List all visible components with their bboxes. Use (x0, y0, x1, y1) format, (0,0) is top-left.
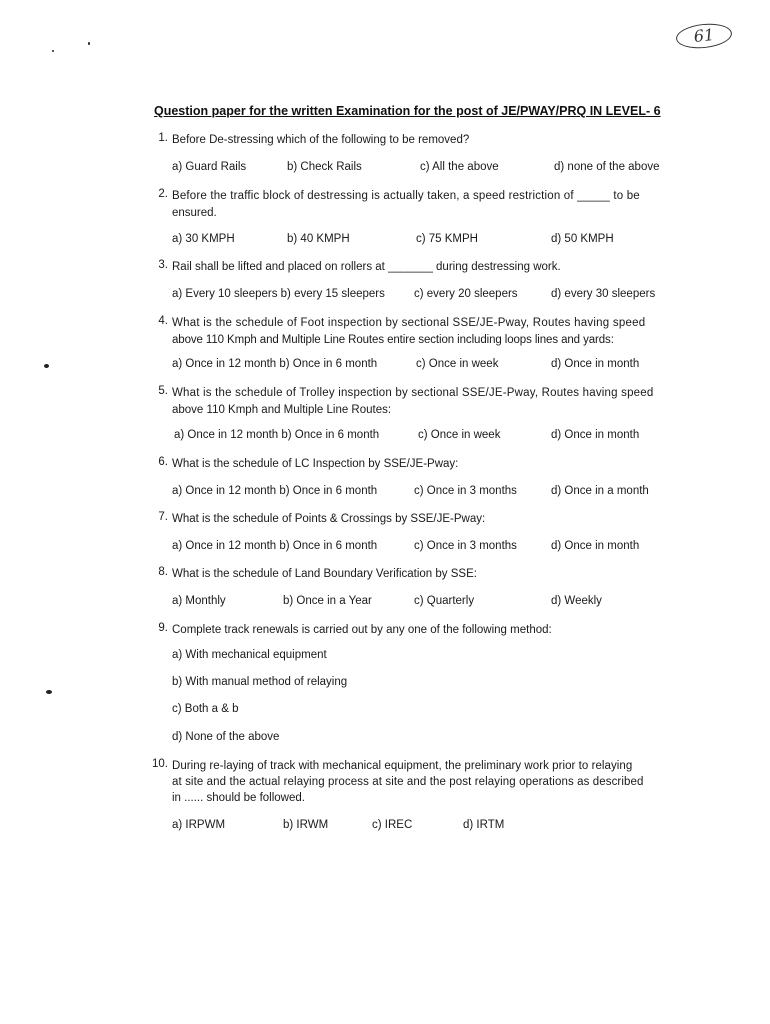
option-a-b: a) Once in 12 month b) Once in 6 month (172, 540, 378, 552)
option-a: a) Guard Rails (172, 161, 247, 173)
option-a: a) 30 KMPH (172, 233, 235, 245)
option-d: d) Once in a month (551, 485, 649, 497)
scan-speck (46, 690, 52, 694)
question-text: What is the schedule of Trolley inspection by sectional SSE/JE-Pway, Routes having speed (172, 387, 654, 399)
option-b: b) Once in a Year (283, 595, 372, 607)
scan-speck (88, 42, 90, 45)
question-number: 8. (158, 566, 168, 578)
option-d: d) Once in month (551, 540, 640, 552)
question-number: 7. (158, 511, 168, 523)
question-text: Rail shall be lifted and placed on rollers at _______ during destressing work. (172, 261, 561, 273)
option-b: b) Check Rails (287, 161, 362, 173)
question-number: 5. (158, 385, 168, 397)
option-d: d) 50 KMPH (551, 233, 614, 245)
page-number: 61 (675, 21, 733, 51)
option-d: d) IRTM (463, 819, 505, 831)
question-number: 4. (158, 315, 168, 327)
question-number: 10. (152, 758, 168, 770)
option-c: c) IREC (372, 819, 413, 831)
option-c: c) Once in 3 months (414, 540, 517, 552)
question-text: Before De-stressing which of the following to be removed? (172, 134, 470, 146)
option-a-b: a) Every 10 sleepers b) every 15 sleepers (172, 288, 385, 300)
option-b: b) IRWM (283, 819, 329, 831)
question-text: What is the schedule of Foot inspection by sectional SSE/JE-Pway, Routes having speed (172, 317, 646, 329)
option-a: a) IRPWM (172, 819, 226, 831)
option-d: d) Weekly (551, 595, 602, 607)
option-c: c) Quarterly (414, 595, 475, 607)
option-d: d) every 30 sleepers (551, 288, 656, 300)
question-number: 1. (158, 132, 168, 144)
question-text: What is the schedule of Points & Crossings by SSE/JE-Pway: (172, 513, 486, 525)
option-c: c) All the above (420, 161, 499, 173)
option-a-b: a) Once in 12 month b) Once in 6 month (174, 429, 380, 441)
option-a: a) Monthly (172, 595, 226, 607)
option-b: b) 40 KMPH (287, 233, 350, 245)
question-number: 3. (158, 259, 168, 271)
question-text: above 110 Kmph and Multiple Line Routes entire section including loops lines and yards: (172, 334, 614, 346)
question-text: ensured. (172, 207, 217, 219)
option-a-b: a) Once in 12 month b) Once in 6 month (172, 358, 378, 370)
question-number: 9. (158, 622, 168, 634)
option-c: c) Once in 3 months (414, 485, 517, 497)
option-c: c) Once in week (416, 358, 499, 370)
option-d: d) none of the above (554, 161, 660, 173)
question-text: in ...... should be followed. (172, 792, 305, 804)
option-b: b) With manual method of relaying (172, 676, 348, 688)
option-c: c) 75 KMPH (416, 233, 478, 245)
question-text: During re-laying of track with mechanical equipment, the preliminary work prior to relaying (172, 760, 633, 772)
scan-speck (52, 50, 54, 52)
question-number: 6. (158, 456, 168, 468)
question-text: Complete track renewals is carried out by any one of the following method: (172, 624, 552, 636)
option-a: a) With mechanical equipment (172, 649, 327, 661)
option-c: c) Once in week (418, 429, 501, 441)
option-a-b: a) Once in 12 month b) Once in 6 month (172, 485, 378, 497)
option-d: d) Once in month (551, 358, 640, 370)
question-text: Before the traffic block of destressing is actually taken, a speed restriction of _____ to be (172, 190, 640, 202)
option-c: c) every 20 sleepers (414, 288, 518, 300)
option-d: d) Once in month (551, 429, 640, 441)
question-number: 2. (158, 188, 168, 200)
scan-speck (44, 364, 49, 368)
question-text: at site and the actual relaying process at site and the post relaying operations as described (172, 776, 644, 788)
question-text: What is the schedule of LC Inspection by SSE/JE-Pway: (172, 458, 459, 470)
option-c: c) Both a & b (172, 703, 239, 715)
option-d: d) None of the above (172, 731, 280, 743)
exam-title: Question paper for the written Examination for the post of JE/PWAY/PRQ IN LEVEL- 6 (154, 104, 661, 118)
question-text: What is the schedule of Land Boundary Verification by SSE: (172, 568, 477, 580)
question-text: above 110 Kmph and Multiple Line Routes: (172, 404, 392, 416)
